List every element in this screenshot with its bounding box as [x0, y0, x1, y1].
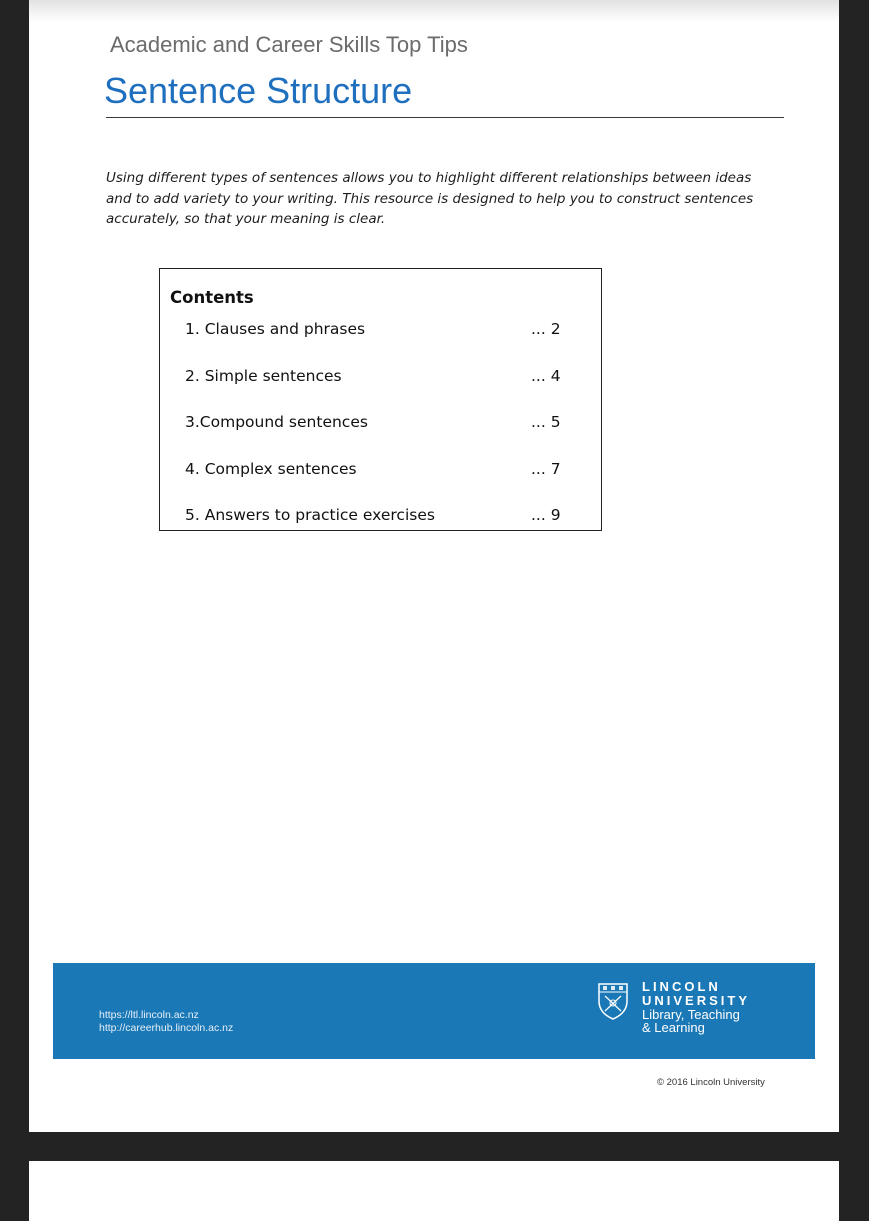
document-title: Sentence Structure	[104, 70, 413, 111]
contents-item-page: ... 7	[531, 460, 561, 478]
contents-item	[160, 460, 601, 484]
university-logo-text	[642, 980, 750, 1034]
series-title: Academic and Career Skills Top Tips	[110, 32, 468, 57]
footer-banner	[53, 963, 815, 1059]
logo-name-line2: UNIVERSITY	[642, 993, 751, 1008]
logo-sub-line1: Library, Teaching	[642, 1007, 740, 1022]
logo-sub-line2: & Learning	[642, 1020, 705, 1035]
contents-item-label: 4. Complex sentences	[185, 460, 357, 478]
contents-item-page: ... 5	[531, 413, 561, 431]
contents-item	[160, 367, 601, 391]
contents-item	[160, 413, 601, 437]
page-top-shadow	[29, 0, 839, 22]
title-divider	[106, 117, 784, 118]
contents-item-page: ... 2	[531, 320, 561, 338]
contents-heading: Contents	[170, 288, 254, 307]
document-page	[29, 0, 839, 1132]
copyright-notice: © 2016 Lincoln University	[657, 1077, 765, 1088]
contents-item-label: 3.Compound sentences	[185, 413, 368, 431]
university-crest-icon	[596, 981, 630, 1021]
footer-links	[99, 1009, 233, 1035]
footer-link-careerhub[interactable]: http://careerhub.lincoln.ac.nz	[99, 1022, 234, 1034]
footer-link-ltl[interactable]: https://ltl.lincoln.ac.nz	[99, 1009, 199, 1021]
next-page-edge	[29, 1161, 839, 1221]
contents-item	[160, 320, 601, 344]
contents-item-label: 5. Answers to practice exercises	[185, 506, 435, 524]
contents-item-label: 1. Clauses and phrases	[185, 320, 366, 338]
intro-paragraph: Using different types of sentences allows you to highlight different relationships between ideas and to add variety to your writing. This resource is designed to help you to construct sentences accurately, so that your meaning is clear.	[106, 170, 754, 227]
contents-item-label: 2. Simple sentences	[185, 367, 342, 385]
contents-item-page: ... 4	[531, 367, 561, 385]
contents-box	[159, 268, 602, 531]
logo-name-line1: LINCOLN	[642, 979, 721, 994]
contents-item	[160, 506, 601, 530]
contents-item-page: ... 9	[531, 506, 561, 524]
